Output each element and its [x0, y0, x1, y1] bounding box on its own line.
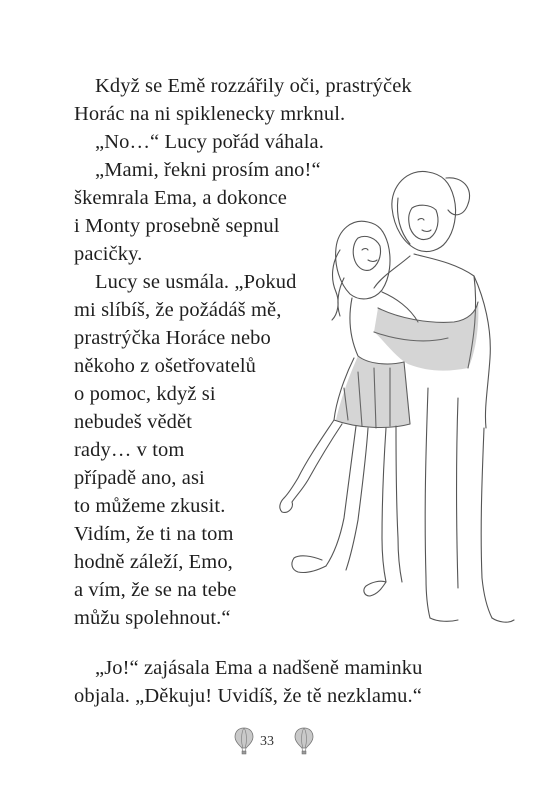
text-line: Lucy se usmála. „Pokud	[95, 271, 297, 293]
text-line: hodně záleží, Emo,	[74, 551, 233, 573]
text-line: prastrýčka Horáce nebo	[74, 327, 271, 349]
text-line: Když se Emě rozzářily oči, prastrýček	[95, 75, 412, 97]
text-line: Vidím, že ti na tom	[74, 523, 234, 545]
text-line: „No…“ Lucy pořád váhala.	[95, 131, 324, 153]
text-line: „Mami, řekni prosím ano!“	[95, 159, 321, 181]
page-number: 33	[260, 734, 274, 749]
hot-air-balloon-icon	[294, 727, 314, 757]
text-line: Horác na ni spiklenecky mrknul.	[74, 103, 346, 125]
text-line: pacičky.	[74, 243, 143, 265]
text-line: rady… v tom	[74, 439, 185, 461]
text-line: někoho z ošetřovatelů	[74, 355, 256, 377]
text-line: případě ano, asi	[74, 467, 205, 489]
text-line: mi slíbíš, že požádáš mě,	[74, 299, 282, 321]
text-line: nebudeš vědět	[74, 411, 192, 433]
text-line: objala. „Děkuju! Uvidíš, že tě nezklamu.“	[74, 685, 422, 707]
page-footer	[0, 727, 534, 757]
hugging-mother-daughter-illustration	[278, 158, 518, 628]
text-line: a vím, že se na tebe	[74, 579, 237, 601]
text-line: i Monty prosebně sepnul	[74, 215, 280, 237]
text-line: o pomoc, když si	[74, 383, 216, 405]
text-line: škemrala Ema, a dokonce	[74, 187, 287, 209]
text-line: to můžeme zkusit.	[74, 495, 226, 517]
text-line: „Jo!“ zajásala Ema a nadšeně maminku	[95, 657, 423, 679]
text-line: můžu spolehnout.“	[74, 607, 231, 629]
